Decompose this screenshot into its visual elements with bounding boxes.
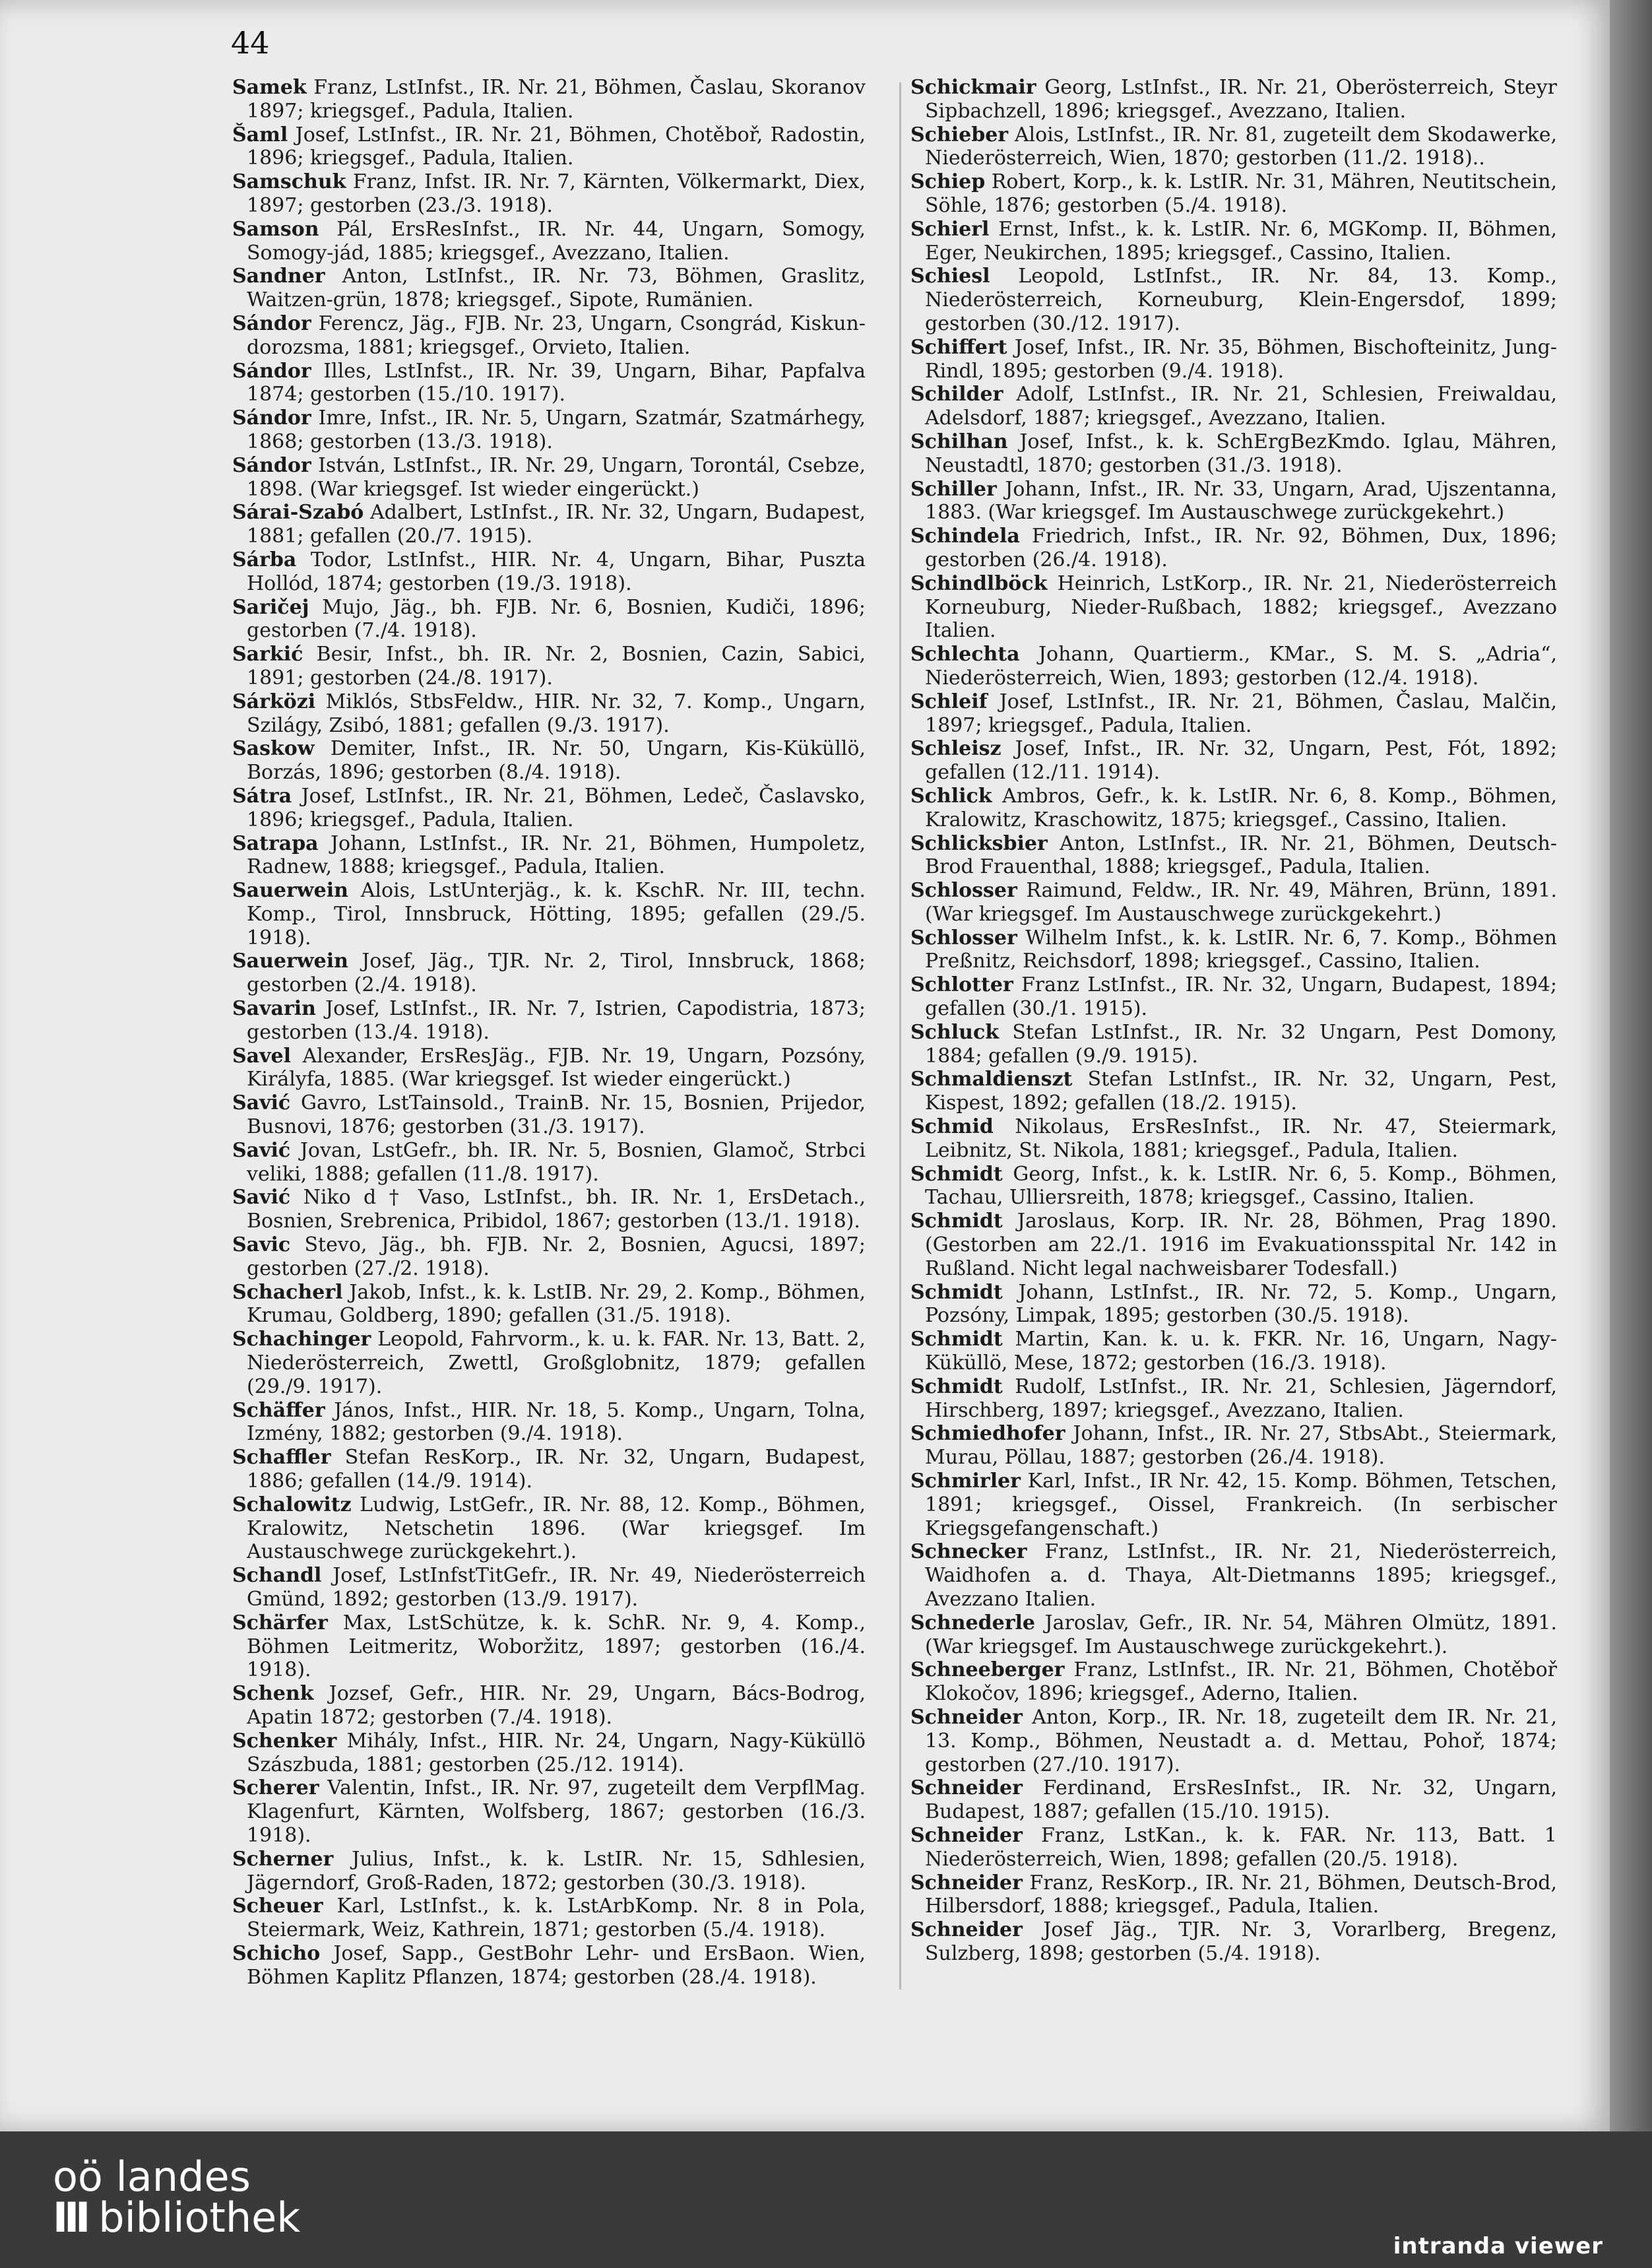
- register-entry: [232, 1446, 866, 1493]
- entry-details: Franz, Infst. IR. Nr. 7, Kärnten, Völkermarkt, Diex, 1897; gestorben (23./3. 1918).: [247, 170, 866, 217]
- register-entry: [910, 123, 1557, 171]
- right-column: [910, 76, 1557, 1966]
- entry-surname: Schalowitz: [232, 1493, 352, 1516]
- entry-details: Julius, Infst., k. k. LstIR. Nr. 15, Sdhlesien, Jägerndorf, Groß-Raden, 1872; gestorben (30./3. 1918).: [247, 1847, 866, 1895]
- register-entry: [232, 1942, 866, 1990]
- entry-details: Ferdinand, ErsResInfst., IR. Nr. 32, Ungarn, Budapest, 1887; gefallen (15./10. 1915).: [925, 1776, 1557, 1824]
- entry-surname: Schärfer: [232, 1611, 328, 1635]
- entry-surname: Saričej: [232, 595, 309, 619]
- register-entry: [232, 997, 866, 1045]
- register-entry: [232, 832, 866, 880]
- entry-surname: Schmid: [910, 1115, 994, 1139]
- entry-details: Adalbert, LstInfst., IR. Nr. 32, Ungarn, Budapest, 1881; gefallen (20./7. 1915).: [247, 501, 866, 548]
- entry-surname: Sárközi: [232, 690, 316, 713]
- entry-surname: Schneider: [910, 1776, 1023, 1800]
- register-entry: [232, 123, 866, 171]
- entry-details: Johann, Infst., IR. Nr. 33, Ungarn, Arad, Ujszentanna, 1883. (War kriegsgef. Im Austauschwege zurückgekehrt.): [925, 477, 1557, 525]
- entry-surname: Schilder: [910, 383, 1003, 406]
- entry-details: Georg, Infst., k. k. LstIR. Nr. 6, 5. Komp., Böhmen, Tachau, Ulliersreith, 1878; kriegsgef., Cassino, Italien.: [925, 1162, 1557, 1210]
- entry-details: Mihály, Infst., HIR. Nr. 24, Ungarn, Nagy-Küküllö Szászbuda, 1881; gestorben (25./12. 1914).: [247, 1729, 866, 1776]
- entry-surname: Šaml: [232, 123, 288, 146]
- register-entry: [910, 690, 1557, 738]
- entry-details: Jaroslav, Gefr., IR. Nr. 54, Mähren Olmütz, 1891. (War kriegsgef. Im Austauschwege zurückgekehrt.).: [925, 1611, 1557, 1658]
- entry-surname: Schandl: [232, 1564, 322, 1588]
- entry-details: Leopold, LstInfst., IR. Nr. 84, 13. Komp., Niederösterreich, Korneuburg, Klein-Engersdof, 1899; gestorben (30./12. 1917).: [925, 265, 1557, 335]
- entry-surname: Schmidt: [910, 1328, 1003, 1351]
- entry-surname: Schäffer: [232, 1398, 325, 1422]
- entry-surname: Schmidt: [910, 1210, 1003, 1233]
- register-entry: [910, 525, 1557, 572]
- entry-details: Alois, LstUnterjäg., k. k. KschR. Nr. III, techn. Komp., Tirol, Innsbruck, Hötting, 1895; gefallen (29./5. 1918).: [247, 879, 866, 950]
- register-entry: [232, 643, 866, 690]
- register-entry: [910, 1611, 1557, 1659]
- entry-surname: Schneider: [910, 1705, 1023, 1729]
- register-entry: [232, 785, 866, 832]
- entry-surname: Schierl: [910, 217, 990, 241]
- entry-surname: Schindela: [910, 525, 1020, 548]
- register-entry: [232, 1186, 866, 1233]
- entry-surname: Savić: [232, 1186, 291, 1210]
- entry-surname: Samson: [232, 217, 319, 241]
- entry-surname: Savić: [232, 1091, 291, 1115]
- register-entry: [910, 265, 1557, 335]
- entry-details: Besir, Infst., bh. IR. Nr. 2, Bosnien, Cazin, Sabici, 1891; gestorben (24./8. 1917).: [247, 643, 866, 690]
- entry-details: Josef Jäg., TJR. Nr. 3, Vorarlberg, Bregenz, Sulzberg, 1898; gestorben (5./4. 1918).: [925, 1918, 1557, 1965]
- entry-details: Johann, Infst., IR. Nr. 27, StbsAbt., Steiermark, Murau, Pöllau, 1887; gestorben (26./4. 1918).: [925, 1422, 1557, 1470]
- entry-details: Anton, LstInfst., IR. Nr. 21, Böhmen, Deutsch-Brod Frauenthal, 1888; kriegsgef., Padula, Italien.: [925, 831, 1557, 879]
- register-entry: [232, 170, 866, 218]
- entry-details: Stefan ResKorp., IR. Nr. 32, Ungarn, Budapest, 1886; gefallen (14./9. 1914).: [247, 1446, 866, 1493]
- register-entry: [910, 879, 1557, 926]
- entry-surname: Samschuk: [232, 170, 346, 194]
- entry-details: Robert, Korp., k. k. LstIR. Nr. 31, Mähren, Neutitschein, Söhle, 1876; gestorben (5./4. 1918).: [925, 170, 1557, 217]
- entry-details: Josef, Infst., k. k. SchErgBezKmdo. Iglau, Mähren, Neustadtl, 1870; gestorben (31./3. 1918).: [925, 430, 1557, 477]
- register-entry: [232, 1564, 866, 1611]
- entry-surname: Schlosser: [910, 926, 1017, 950]
- entry-surname: Sarkić: [232, 643, 303, 666]
- register-entry: [232, 1848, 866, 1895]
- register-entry: [910, 1470, 1557, 1540]
- left-column: [232, 76, 866, 1990]
- entry-details: Jovan, LstGefr., bh. IR. Nr. 5, Bosnien, Glamoč, Strbci veliki, 1888; gefallen (11./8. 1917).: [247, 1138, 866, 1186]
- register-entry: [232, 1493, 866, 1564]
- entry-details: Josef, LstInfst., IR. Nr. 21, Böhmen, Chotěboř, Radostin, 1896; kriegsgef., Padula, Italien.: [247, 123, 866, 170]
- register-entry: [232, 1328, 866, 1398]
- viewer-label[interactable]: intranda viewer: [1393, 2233, 1603, 2259]
- entry-surname: Scheuer: [232, 1895, 323, 1918]
- entry-surname: Schenker: [232, 1729, 337, 1753]
- entry-details: Adolf, LstInfst., IR. Nr. 21, Schlesien, Freiwaldau, Adelsdorf, 1887; kriegsgef., Avezzano, Italien.: [925, 383, 1557, 430]
- column-divider: [899, 82, 901, 1990]
- entry-surname: Schmiedhofer: [910, 1422, 1065, 1446]
- entry-surname: Schlick: [910, 784, 992, 808]
- entry-details: Ferencz, Jäg., FJB. Nr. 23, Ungarn, Csongrád, Kiskun-dorozsma, 1881; kriegsgef., Orvieto, Italien.: [247, 311, 866, 359]
- register-entry: [910, 1163, 1557, 1210]
- entry-details: Martin, Kan. k. u. k. FKR. Nr. 16, Ungarn, Nagy-Küküllö, Mese, 1872; gestorben (16./3. 1918).: [925, 1328, 1557, 1375]
- entry-details: Valentin, Infst., IR. Nr. 97, zugeteilt dem VerpflMag. Klagenfurt, Kärnten, Wolfsberg, 1867; gestorben (16./3. 1918).: [247, 1776, 866, 1847]
- entry-surname: Schenk: [232, 1682, 314, 1706]
- entry-surname: Schneeberger: [910, 1658, 1065, 1682]
- entry-surname: Savić: [232, 1138, 291, 1162]
- entry-surname: Sárba: [232, 548, 297, 571]
- entry-details: Heinrich, LstKorp., IR. Nr. 21, Niederösterreich Korneuburg, Nieder-Rußbach, 1882; kriegsgef., Avezzano Italien.: [925, 571, 1557, 643]
- entry-details: János, Infst., HIR. Nr. 18, 5. Komp., Ungarn, Tolna, Izmény, 1882; gestorben (9./4. 1918).: [247, 1398, 866, 1446]
- register-entry: [910, 1210, 1557, 1280]
- register-entry: [910, 218, 1557, 265]
- entry-surname: Sándor: [232, 406, 311, 430]
- entry-surname: Sándor: [232, 453, 311, 477]
- entry-surname: Saskow: [232, 737, 315, 761]
- entry-details: Franz, ResKorp., IR. Nr. 21, Böhmen, Deutsch-Brod, Hilbersdorf, 1888; kriegsgef., Padula, Italien.: [925, 1871, 1557, 1918]
- entry-details: Leopold, Fahrvorm., k. u. k. FAR. Nr. 13, Batt. 2, Niederösterreich, Zwettl, Großglobnitz, 1879; gefallen (29./9. 1917).: [247, 1328, 866, 1398]
- entry-surname: Schachinger: [232, 1328, 371, 1351]
- entry-details: Jozsef, Gefr., HIR. Nr. 29, Ungarn, Bács-Bodrog, Apatin 1872; gestorben (7./4. 1918).: [247, 1682, 866, 1729]
- logo-line-2: bibliothek: [98, 2193, 301, 2242]
- register-entry: [232, 1233, 866, 1281]
- register-entry: [232, 1399, 866, 1446]
- entry-details: Todor, LstInfst., HIR. Nr. 4, Ungarn, Bihar, Puszta Hollód, 1874; gestorben (19./3. 1918).: [247, 548, 866, 595]
- entry-details: Josef, LstInfst., IR. Nr. 7, Istrien, Capodistria, 1873; gestorben (13./4. 1918).: [247, 997, 866, 1044]
- register-entry: [232, 1281, 866, 1328]
- register-entry: [232, 1776, 866, 1847]
- entry-details: Max, LstSchütze, k. k. SchR. Nr. 9, 4. Komp., Böhmen Leitmeritz, Woboržitz, 1897; gestorben (16./4. 1918).: [247, 1611, 866, 1682]
- entry-surname: Sandner: [232, 265, 325, 288]
- entry-details: Ludwig, LstGefr., IR. Nr. 88, 12. Komp., Böhmen, Kralowitz, Netschetin 1896. (War kriegsgef. Im Austauschwege zurückgekehrt.).: [247, 1493, 866, 1564]
- entry-surname: Savarin: [232, 997, 316, 1021]
- entry-surname: Schmidt: [910, 1280, 1003, 1304]
- entry-details: Josef, Sapp., GestBohr Lehr- und ErsBaon. Wien, Böhmen Kaplitz Pflanzen, 1874; gestorben (28./4. 1918).: [247, 1941, 866, 1989]
- register-entry: [910, 478, 1557, 525]
- register-entry: [232, 1091, 866, 1139]
- entry-surname: Schindlböck: [910, 571, 1048, 595]
- entry-details: Franz LstInfst., IR. Nr. 32, Ungarn, Budapest, 1894; gefallen (30./1. 1915).: [925, 973, 1557, 1021]
- register-entry: [232, 312, 866, 360]
- register-entry: [232, 406, 866, 454]
- register-entry: [910, 643, 1557, 690]
- entry-details: Johann, LstInfst., IR. Nr. 21, Böhmen, Humpoletz, Radnew, 1888; kriegsgef., Padula, Italien.: [247, 831, 866, 879]
- entry-details: Franz, LstInfst., IR. Nr. 21, Böhmen, Chotěboř Klokočov, 1896; kriegsgef., Aderno, Italien.: [925, 1658, 1557, 1706]
- register-entry: [910, 832, 1557, 880]
- entry-details: Imre, Infst., IR. Nr. 5, Ungarn, Szatmár, Szatmárhegy, 1868; gestorben (13./3. 1918).: [247, 406, 866, 453]
- entry-details: Gavro, LstTainsold., TrainB. Nr. 15, Bosnien, Prijedor, Busnovi, 1876; gestorben (31./3. 1917).: [247, 1091, 866, 1139]
- entry-surname: Schiep: [910, 170, 986, 194]
- register-entry: [910, 1021, 1557, 1068]
- register-entry: [232, 737, 866, 785]
- register-entry: [232, 1730, 866, 1777]
- entry-surname: Scherer: [232, 1776, 319, 1800]
- entry-surname: Schieber: [910, 123, 1009, 146]
- register-entry: [232, 1895, 866, 1942]
- entry-details: Stefan LstInfst., IR. Nr. 32, Ungarn, Pest, Kispest, 1892; gefallen (18./2. 1915).: [925, 1068, 1557, 1115]
- entry-surname: Schiffert: [910, 335, 1007, 359]
- register-entry: [910, 1281, 1557, 1328]
- entry-details: Ernst, Infst., k. k. LstIR. Nr. 6, MGKomp. II, Böhmen, Eger, Neukirchen, 1895; kriegsgef., Cassino, Italien.: [925, 217, 1557, 265]
- entry-details: Karl, Infst., IR Nr. 42, 15. Komp. Böhmen, Tetschen, 1891; kriegsgef., Oissel, Frankreich. (In serbischer Kriegsgefangenschaft.): [925, 1470, 1557, 1540]
- entry-details: Josef, Infst., IR. Nr. 32, Ungarn, Pest, Fót, 1892; gefallen (12./11. 1914).: [925, 737, 1557, 785]
- register-entry: [232, 265, 866, 312]
- entry-details: Stevo, Jäg., bh. FJB. Nr. 2, Bosnien, Agucsi, 1897; gestorben (27./2. 1918).: [247, 1233, 866, 1280]
- register-entry: [910, 926, 1557, 974]
- entry-surname: Savel: [232, 1044, 292, 1068]
- entry-surname: Schlicksbier: [910, 831, 1048, 855]
- entry-details: Jakob, Infst., k. k. LstIB. Nr. 29, 2. Komp., Böhmen, Krumau, Goldberg, 1890; gefallen (31./5. 1918).: [247, 1280, 866, 1328]
- register-entry: [910, 76, 1557, 123]
- register-entry: [910, 1540, 1557, 1611]
- register-entry: [910, 1375, 1557, 1423]
- register-entry: [232, 1682, 866, 1730]
- register-entry: [910, 1706, 1557, 1776]
- entry-details: Johann, Quartierm., KMar., S. M. S. „Adria“, Niederösterreich, Wien, 1893; gestorben (12./4. 1918).: [925, 643, 1557, 690]
- entry-surname: Schaffler: [232, 1446, 331, 1470]
- logo-bars-icon: III: [53, 2193, 87, 2242]
- entry-surname: Samek: [232, 76, 307, 99]
- entry-surname: Schmidt: [910, 1162, 1003, 1186]
- entry-details: Georg, LstInfst., IR. Nr. 21, Oberösterreich, Steyr Sipbachzell, 1896; kriegsgef., Avezzano, Italien.: [925, 76, 1557, 123]
- entry-surname: Schlosser: [910, 879, 1017, 903]
- register-entry: [232, 950, 866, 997]
- entry-details: Karl, LstInfst., k. k. LstArbKomp. Nr. 8 in Pola, Steiermark, Weiz, Kathrein, 1871; gestorben (5./4. 1918).: [247, 1895, 866, 1942]
- register-entry: [910, 737, 1557, 785]
- entry-details: Alexander, ErsResJäg., FJB. Nr. 19, Ungarn, Pozsóny, Királyfa, 1885. (War kriegsgef. Ist wieder eingerückt.): [247, 1044, 866, 1091]
- register-entry: [910, 1068, 1557, 1115]
- register-entry: [910, 1824, 1557, 1871]
- entry-surname: Sátra: [232, 784, 292, 808]
- entry-details: Josef, Jäg., TJR. Nr. 2, Tirol, Innsbruck, 1868; gestorben (2./4. 1918).: [247, 950, 866, 997]
- entry-details: Alois, LstInfst., IR. Nr. 81, zugeteilt dem Skodawerke, Niederösterreich, Wien, 1870; gestorben (11./2. 1918)..: [925, 123, 1557, 170]
- register-entry: [910, 973, 1557, 1021]
- register-entry: [232, 690, 866, 738]
- register-entry: [910, 170, 1557, 218]
- entry-details: Franz, LstInfst., IR. Nr. 21, Böhmen, Časlau, Skoranov 1897; kriegsgef., Padula, Italien.: [247, 76, 866, 123]
- entry-details: Anton, LstInfst., IR. Nr. 73, Böhmen, Graslitz, Waitzen-grün, 1878; kriegsgef., Sipote, Rumänien.: [247, 265, 866, 312]
- register-entry: [232, 360, 866, 407]
- entry-details: Josef, LstInfstTitGefr., IR. Nr. 49, Niederösterreich Gmünd, 1892; gestorben (13./9. 1917).: [247, 1564, 866, 1611]
- entry-surname: Schiesl: [910, 265, 990, 288]
- entry-details: Josef, LstInfst., IR. Nr. 21, Böhmen, Ledeč, Časlavsko, 1896; kriegsgef., Padula, Italien.: [247, 784, 866, 831]
- entry-surname: Schmirler: [910, 1470, 1021, 1493]
- entry-surname: Schleif: [910, 690, 988, 713]
- register-entry: [910, 1115, 1557, 1163]
- register-entry: [910, 1328, 1557, 1375]
- entry-surname: Schneider: [910, 1871, 1023, 1895]
- register-entry: [910, 1776, 1557, 1824]
- entry-details: Josef, Infst., IR. Nr. 35, Böhmen, Bischofteinitz, Jung-Rindl, 1895; gestorben (9./4. 1918).: [925, 335, 1557, 383]
- entry-details: Stefan LstInfst., IR. Nr. 32 Ungarn, Pest Domony, 1884; gefallen (9./9. 1915).: [925, 1020, 1557, 1068]
- entry-details: Mujo, Jäg., bh. FJB. Nr. 6, Bosnien, Kudiči, 1896; gestorben (7./4. 1918).: [247, 595, 866, 643]
- entry-details: Johann, LstInfst., IR. Nr. 72, 5. Komp., Ungarn, Pozsóny, Limpak, 1895; gestorben (30./5. 1918).: [925, 1280, 1557, 1328]
- entry-surname: Schleisz: [910, 737, 1001, 761]
- entry-surname: Schickmair: [910, 76, 1036, 99]
- entry-surname: Sándor: [232, 359, 311, 383]
- entry-surname: Schmidt: [910, 1375, 1003, 1398]
- entry-surname: Satrapa: [232, 831, 319, 855]
- entry-details: Pál, ErsResInfst., IR. Nr. 44, Ungarn, Somogy, Somogy-jád, 1885; kriegsgef., Avezzano, Italien.: [247, 217, 866, 265]
- register-entry: [232, 596, 866, 643]
- entry-surname: Schnecker: [910, 1540, 1027, 1564]
- register-entry: [910, 1918, 1557, 1966]
- entry-details: Anton, Korp., IR. Nr. 18, zugeteilt dem IR. Nr. 21, 13. Komp., Böhmen, Neustadt a. d. Mettau, Pohoř, 1874; gestorben (27./10. 1917).: [925, 1705, 1557, 1776]
- register-entry: [232, 548, 866, 596]
- entry-surname: Schiller: [910, 477, 997, 501]
- entry-details: Nikolaus, ErsResInfst., IR. Nr. 47, Steiermark, Leibnitz, St. Nikola, 1881; kriegsgef., Padula, Italien.: [925, 1115, 1557, 1162]
- register-entry: [910, 572, 1557, 643]
- entry-details: Miklós, StbsFeldw., HIR. Nr. 32, 7. Komp., Ungarn, Szilágy, Zsibó, 1881; gefallen (9./3. 1917).: [247, 690, 866, 737]
- register-entry: [232, 879, 866, 950]
- logo-line-1: oö landes: [53, 2153, 251, 2201]
- library-logo[interactable]: [53, 2153, 301, 2242]
- entry-details: Raimund, Feldw., IR. Nr. 49, Mähren, Brünn, 1891. (War kriegsgef. Im Austauschwege zurückgekehrt.): [925, 879, 1557, 926]
- page-number: 44: [231, 25, 270, 61]
- entry-details: Franz, LstKan., k. k. FAR. Nr. 113, Batt. 1 Niederösterreich, Wien, 1898; gefallen (20./5. 1918).: [925, 1823, 1557, 1871]
- entry-surname: Savic: [232, 1233, 291, 1257]
- entry-details: Josef, LstInfst., IR. Nr. 21, Böhmen, Časlau, Malčin, 1897; kriegsgef., Padula, Italien.: [925, 690, 1557, 737]
- entry-surname: Schluck: [910, 1020, 1000, 1044]
- register-entry: [910, 383, 1557, 430]
- register-entry: [910, 1871, 1557, 1919]
- register-entry: [232, 454, 866, 502]
- entry-surname: Schicho: [232, 1941, 321, 1965]
- entry-details: Rudolf, LstInfst., IR. Nr. 21, Schlesien, Jägerndorf, Hirschberg, 1897; kriegsgef., Avezzano, Italien.: [925, 1375, 1557, 1422]
- entry-details: Jaroslaus, Korp. IR. Nr. 28, Böhmen, Prag 1890. (Gestorben am 22./1. 1916 im Evakuationsspital Nr. 142 in Rußland. Nicht legal nachweisbarer Todesfall.): [925, 1210, 1557, 1280]
- entry-surname: Scherner: [232, 1847, 334, 1871]
- register-entry: [910, 430, 1557, 478]
- entry-surname: Sárai-Szabó: [232, 501, 364, 525]
- entry-surname: Sauerwein: [232, 950, 348, 973]
- entry-surname: Schacherl: [232, 1280, 343, 1304]
- entry-details: Niko d † Vaso, LstInfst., bh. IR. Nr. 1, ErsDetach., Bosnien, Srebrenica, Pribidol, 1867; gestorben (13./1. 1918).: [247, 1186, 866, 1233]
- register-entry: [232, 501, 866, 548]
- register-entry: [232, 1139, 866, 1186]
- entry-surname: Schmaldienszt: [910, 1068, 1073, 1091]
- register-entry: [232, 1045, 866, 1092]
- register-entry: [232, 76, 866, 123]
- register-entry: [910, 336, 1557, 383]
- register-entry: [910, 1422, 1557, 1470]
- entry-details: Demiter, Infst., IR. Nr. 50, Ungarn, Kis-Küküllö, Borzás, 1896; gestorben (8./4. 1918).: [247, 737, 866, 785]
- entry-details: Friedrich, Infst., IR. Nr. 92, Böhmen, Dux, 1896; gestorben (26./4. 1918).: [925, 525, 1557, 571]
- register-entry: [910, 1658, 1557, 1706]
- entry-details: Ambros, Gefr., k. k. LstIR. Nr. 6, 8. Komp., Böhmen, Kralowitz, Kraschowitz, 1875; kriegsgef., Cassino, Italien.: [925, 784, 1557, 831]
- entry-surname: Schlechta: [910, 643, 1020, 666]
- register-entry: [910, 785, 1557, 832]
- entry-surname: Schneider: [910, 1823, 1023, 1847]
- entry-surname: Sauerwein: [232, 879, 348, 903]
- entry-surname: Schnederle: [910, 1611, 1035, 1635]
- entry-details: Franz, LstInfst., IR. Nr. 21, Niederösterreich, Waidhofen a. d. Thaya, Alt-Dietmanns 1895; kriegsgef., Avezzano Italien.: [925, 1540, 1557, 1611]
- entry-details: István, LstInfst., IR. Nr. 29, Ungarn, Torontál, Csebze, 1898. (War kriegsgef. Ist wieder eingerückt.): [247, 453, 866, 501]
- register-entry: [232, 1611, 866, 1682]
- register-entry: [232, 218, 866, 265]
- entry-surname: Schneider: [910, 1918, 1023, 1942]
- entry-surname: Schilhan: [910, 430, 1008, 453]
- entry-details: Wilhelm Infst., k. k. LstIR. Nr. 6, 7. Komp., Böhmen Preßnitz, Reichsdorf, 1898; kriegsgef., Cassino, Italien.: [925, 926, 1557, 973]
- entry-surname: Schlotter: [910, 973, 1013, 997]
- entry-details: Illes, LstInfst., IR. Nr. 39, Ungarn, Bihar, Papfalva 1874; gestorben (15./10. 1917).: [247, 359, 866, 406]
- entry-surname: Sándor: [232, 311, 311, 335]
